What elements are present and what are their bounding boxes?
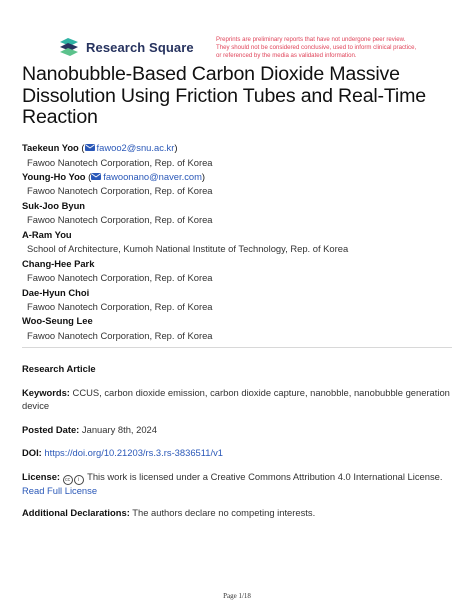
author-entry (22, 257, 462, 286)
author-entry (22, 170, 462, 199)
license-label: License: (22, 471, 61, 482)
read-full-license-link[interactable]: Read Full License (22, 485, 98, 496)
doi-block (22, 447, 452, 460)
notice-line: They should not be considered conclusive, used to inform clinical practice, (216, 44, 417, 52)
section-divider (22, 347, 452, 348)
notice-line: Preprints are preliminary reports that have not undergone peer review. (216, 36, 406, 43)
logo-text: Research Square (86, 39, 194, 55)
article-type (22, 363, 452, 376)
keywords-block (22, 387, 452, 413)
declarations-block (22, 507, 452, 520)
author-entry (22, 199, 462, 228)
author-name: Taekeun Yoo (22, 142, 79, 153)
license-block (22, 471, 452, 498)
author-name: Young-Ho Yoo (22, 170, 86, 182)
envelope-icon (91, 173, 101, 180)
research-square-logo[interactable] (58, 37, 194, 57)
declarations-label: Additional Declarations: (22, 507, 130, 518)
author-affiliation: Fawoo Nanotech Corporation, Rep. of Korea (27, 272, 213, 284)
paper-title: Nanobubble-Based Carbon Dioxide Massive Dissolution Using Friction Tubes and Real-Time Reaction (22, 63, 426, 128)
email-paren: ) (201, 170, 206, 182)
posted-date-value: January 8th, 2024 (81, 424, 157, 435)
author-list (22, 141, 462, 343)
notice-line: or referenced by the media as validated information. (216, 52, 357, 60)
cc-icon: cc (63, 475, 73, 485)
author-name: Chang-Hee Park (22, 257, 95, 269)
posted-date-block (22, 424, 452, 437)
author-name: A-Ram You (22, 228, 72, 240)
author-email-link[interactable] (91, 171, 202, 182)
keywords-text: CCUS, carbon dioxide emission, carbon dioxide capture, nanobble, nanobubble generation device (22, 387, 450, 411)
doi-link[interactable]: https://doi.org/10.21203/rs.3.rs-3836511/v1 (44, 447, 223, 458)
author-affiliation: School of Architecture, Kumoh National Institute of Technology, Rep. of Korea (27, 243, 349, 255)
keywords-label: Keywords: (22, 387, 70, 398)
author-affiliation: Fawoo Nanotech Corporation, Rep. of Korea (27, 185, 213, 197)
posted-date-label: Posted Date: (22, 424, 80, 435)
envelope-icon (85, 144, 95, 151)
email-text: fawoo2@snu.ac.kr (96, 142, 175, 153)
author-name: Suk-Joo Byun (22, 199, 86, 211)
research-square-logo-icon (58, 38, 80, 56)
author-affiliation: Fawoo Nanotech Corporation, Rep. of Korea (27, 214, 213, 226)
email-paren: ( (88, 170, 92, 182)
author-affiliation: Fawoo Nanotech Corporation, Rep. of Korea (27, 329, 213, 341)
author-name: Dae-Hyun Choi (22, 286, 90, 298)
page-number: Page 1/18 (223, 592, 251, 600)
license-text: This work is licensed under a Creative Commons Attribution 4.0 International License. (87, 471, 443, 482)
email-paren: ( (81, 142, 85, 153)
email-text: fawoonano@naver.com (103, 170, 202, 182)
author-affiliation: Fawoo Nanotech Corporation, Rep. of Korea (27, 156, 213, 168)
declarations-text: The authors declare no competing interests. (132, 507, 316, 518)
doi-label: DOI: (22, 447, 42, 458)
author-entry (22, 141, 462, 170)
author-entry (22, 228, 462, 257)
author-name: Woo-Seung Lee (22, 315, 93, 327)
preprint-notice (216, 36, 456, 61)
email-paren: ) (174, 142, 178, 153)
author-entry (22, 286, 462, 315)
author-entry (22, 314, 462, 343)
author-email-link[interactable] (85, 142, 178, 153)
attribution-icon: i (74, 475, 84, 485)
author-affiliation: Fawoo Nanotech Corporation, Rep. of Korea (27, 301, 213, 313)
article-type-label: Research Article (22, 363, 96, 374)
